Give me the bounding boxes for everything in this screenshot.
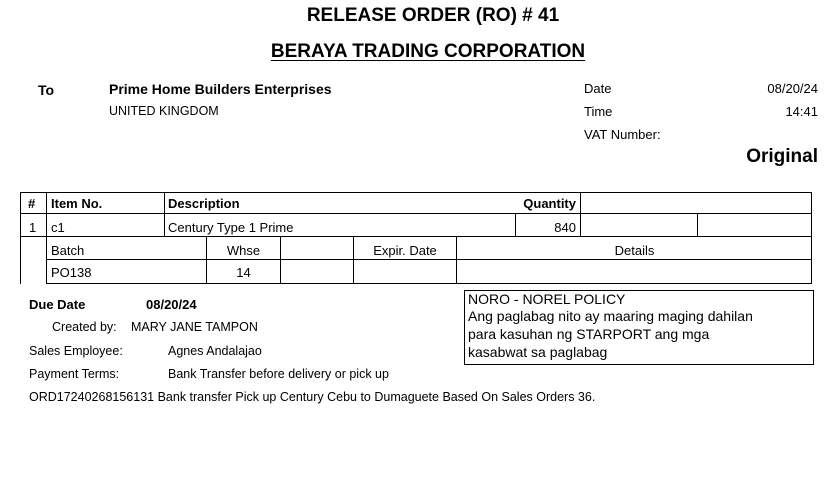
batch-header-batch: Batch (51, 243, 85, 258)
payment-terms-value: Bank Transfer before delivery or pick up (168, 367, 389, 381)
copy-label: Original (746, 146, 818, 167)
batch-header-whse: Whse (226, 243, 261, 258)
date-value: 08/20/24 (767, 81, 818, 96)
row-num: 1 (29, 220, 37, 235)
due-date-label: Due Date (29, 297, 86, 312)
time-value: 14:41 (785, 104, 818, 119)
vat-label: VAT Number: (584, 127, 661, 142)
company-name: BERAYA TRADING CORPORATION (270, 41, 586, 62)
time-label: Time (584, 104, 613, 119)
policy-title: NORO - NOREL POLICY (468, 291, 626, 307)
recipient-address: UNITED KINGDOM (109, 104, 219, 118)
row-quantity: 840 (554, 220, 576, 235)
col-header-item-no: Item No. (51, 196, 103, 211)
remarks: ORD17240268156131 Bank transfer Pick up Century Cebu to Dumaguete Based On Sales Orders 36. (29, 390, 596, 404)
sales-employee-label: Sales Employee: (29, 344, 123, 358)
payment-terms-label: Payment Terms: (29, 367, 120, 381)
batch-value: PO138 (51, 265, 92, 280)
document-title: RELEASE ORDER (RO) # 41 (306, 5, 560, 26)
row-item-no: c1 (51, 220, 65, 235)
batch-header-expir-date: Expir. Date (373, 243, 437, 258)
whse-value: 14 (236, 265, 251, 280)
created-by-label: Created by: (52, 320, 117, 334)
policy-line-2: para kasuhan ng STARPORT ang mga (468, 326, 710, 342)
to-label: To (38, 82, 55, 98)
col-header-num: # (28, 196, 36, 211)
col-header-quantity: Quantity (523, 196, 576, 211)
sales-employee-value: Agnes Andalajao (168, 344, 262, 358)
policy-box (464, 290, 814, 365)
policy-line-1: Ang paglabag nito ay maaring maging dahilan (468, 308, 753, 324)
row-description: Century Type 1 Prime (168, 220, 294, 235)
created-by-value: MARY JANE TAMPON (131, 320, 258, 334)
date-label: Date (584, 81, 612, 96)
policy-line-3: kasabwat sa paglabag (468, 344, 608, 360)
recipient-name: Prime Home Builders Enterprises (109, 81, 332, 97)
due-date-value: 08/20/24 (146, 297, 197, 312)
col-header-description: Description (168, 196, 240, 211)
batch-header-details: Details (614, 243, 655, 258)
